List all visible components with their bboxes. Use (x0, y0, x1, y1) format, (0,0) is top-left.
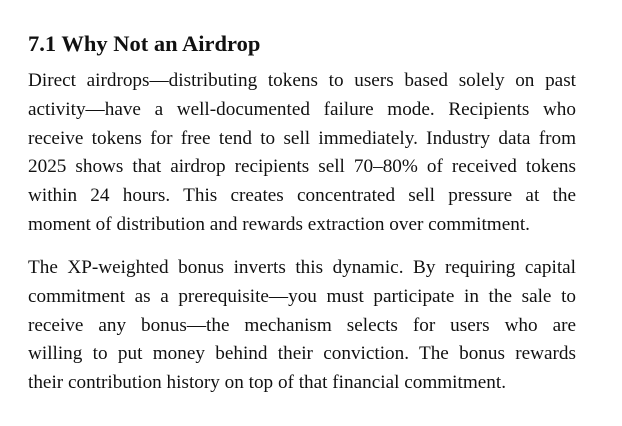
paragraph-airdrop-failure (28, 67, 576, 240)
paragraph-xp-bonus (28, 254, 576, 398)
text-line: Direct airdrops—distributing tokens to users based solely on past (28, 70, 576, 91)
text-line: receive any bonus—the mechanism selects for users who are (28, 314, 576, 336)
text-line: willing to put money behind their conviction. The bonus rewards (28, 343, 576, 365)
text-line: 2025 shows that airdrop recipients sell 70–80% of received tokens (28, 156, 576, 178)
text-line: activity—have a well-documented failure mode. Recipients who (28, 98, 576, 120)
text-line: The XP-weighted bonus inverts this dynamic. By requiring capital (28, 257, 576, 278)
text-line: moment of distribution and rewards extraction over commitment. (28, 213, 530, 235)
text-line: their contribution history on top of that financial commitment. (28, 372, 506, 394)
text-line: receive tokens for free tend to sell immediately. Industry data from (28, 127, 576, 149)
section-heading: 7.1 Why Not an Airdrop (28, 31, 261, 56)
text-line: within 24 hours. This creates concentrated sell pressure at the (28, 185, 576, 207)
text-line: commitment as a prerequisite—you must participate in the sale to (28, 285, 576, 307)
